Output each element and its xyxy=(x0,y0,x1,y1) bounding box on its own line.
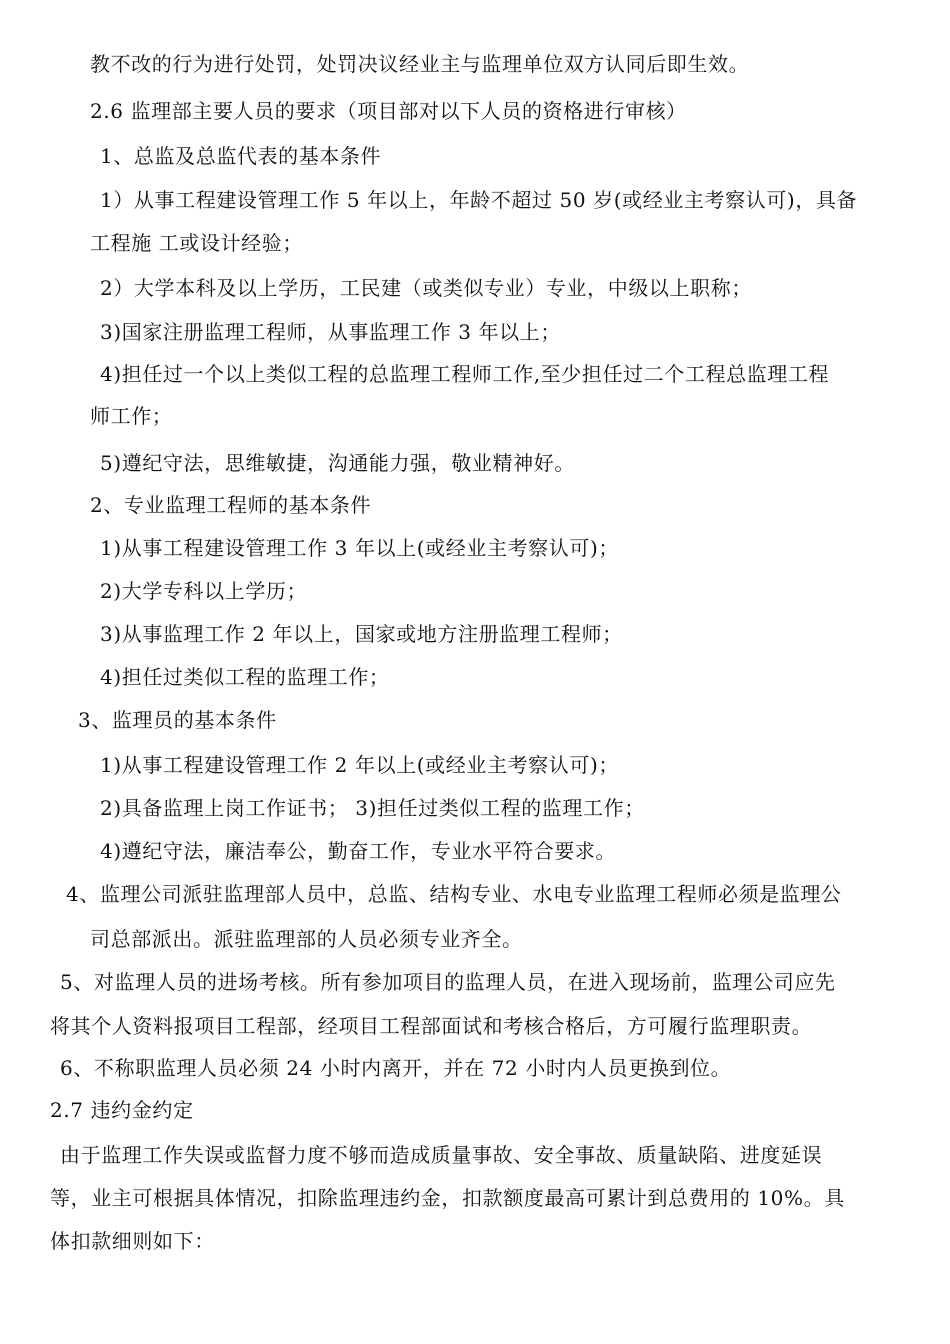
group-1-item-4-line-1: 4)担任过一个以上类似工程的总监理工程师工作,至少担任过二个工程总监理工程 xyxy=(100,362,830,386)
item-4-line-2: 司总部派出。派驻监理部的人员必须专业齐全。 xyxy=(90,927,523,951)
group-2-item-4: 4)担任过类似工程的监理工作； xyxy=(100,665,390,689)
group-2-item-3: 3)从事监理工作 2 年以上，国家或地方注册监理工程师； xyxy=(100,622,623,646)
item-5-line-2: 将其个人资料报项目工程部，经项目工程部面试和考核合格后，方可履行监理职责。 xyxy=(50,1014,813,1038)
group-2-heading: 2、专业监理工程师的基本条件 xyxy=(90,493,372,517)
group-1-item-1-line-2: 工程施 工或设计经验； xyxy=(90,231,303,255)
item-5-line-1: 5、对监理人员的进场考核。所有参加项目的监理人员，在进入现场前，监理公司应先 xyxy=(60,970,836,994)
section-2-6-heading: 2.6 监理部主要人员的要求（项目部对以下人员的资格进行审核） xyxy=(90,99,687,123)
group-1-item-1-line-1: 1）从事工程建设管理工作 5 年以上，年龄不超过 50 岁(或经业主考察认可)，具备 xyxy=(100,188,858,212)
item-6: 6、不称职监理人员必须 24 小时内离开，并在 72 小时内人员更换到位。 xyxy=(60,1056,732,1080)
section-2-7-paragraph-line-1: 由于监理工作失误或监督力度不够而造成质量事故、安全事故、质量缺陷、进度延误 xyxy=(60,1143,823,1167)
group-3-item-2-3: 2)具备监理上岗工作证书； 3)担任过类似工程的监理工作； xyxy=(100,796,645,820)
item-4-line-1: 4、监理公司派驻监理部人员中，总监、结构专业、水电专业监理工程师必须是监理公 xyxy=(66,882,842,906)
group-3-heading: 3、监理员的基本条件 xyxy=(78,708,277,732)
group-1-item-3: 3)国家注册监理工程师，从事监理工作 3 年以上； xyxy=(100,320,561,344)
group-2-item-2: 2)大学专科以上学历； xyxy=(100,579,308,603)
section-2-7-paragraph-line-3: 体扣款细则如下： xyxy=(50,1229,215,1253)
group-2-item-1: 1)从事工程建设管理工作 3 年以上(或经业主考察认可)； xyxy=(100,536,619,560)
group-1-item-4-line-2: 师工作； xyxy=(90,404,173,428)
section-2-7-heading: 2.7 违约金约定 xyxy=(50,1098,194,1122)
group-3-item-4: 4)遵纪守法，廉洁奉公，勤奋工作，专业水平符合要求。 xyxy=(100,839,617,863)
group-1-item-2: 2）大学本科及以上学历，工民建（或类似专业）专业，中级以上职称； xyxy=(100,276,752,300)
paragraph-continuation: 教不改的行为进行处罚，处罚决议经业主与监理单位双方认同后即生效。 xyxy=(90,52,750,76)
group-3-item-1: 1)从事工程建设管理工作 2 年以上(或经业主考察认可)； xyxy=(100,753,619,777)
section-2-7-paragraph-line-2: 等，业主可根据具体情况，扣除监理违约金，扣款额度最高可累计到总费用的 10%。具 xyxy=(50,1186,845,1210)
group-1-heading: 1、总监及总监代表的基本条件 xyxy=(100,144,382,168)
group-1-item-5: 5)遵纪守法，思维敏捷，沟通能力强，敬业精神好。 xyxy=(100,451,575,475)
